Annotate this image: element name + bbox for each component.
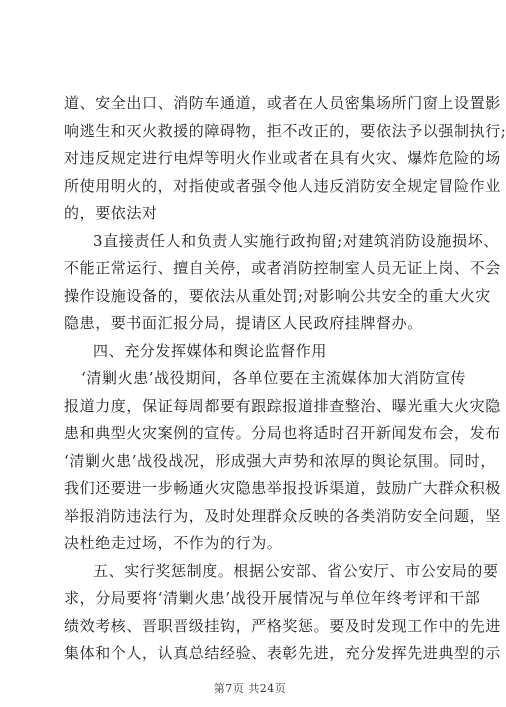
text-line: 不能正常运行、擅自关停，或者消防控制室人员无证上岗、不会	[64, 259, 501, 277]
section-heading: 四、充分发挥媒体和舆论监督作用	[93, 341, 328, 360]
text-line: 响逃生和灭火救援的障碍物，拒不改正的，要依法予以强制执行;	[64, 121, 506, 140]
text-line: 绩效考核、晋职晋级挂钩，严格奖惩。要及时发现工作中的先进	[64, 616, 501, 635]
text-line: 求，分局要将‘清剿火患’战役开展情况与单位年终考评和干部	[64, 589, 481, 607]
text-line: 3直接责任人和负责人实施行政拘留;对建筑消防设施损坏、	[93, 231, 499, 250]
text-line: 患和典型火灾案例的宣传。分局也将适时召开新闻发布会，发布	[64, 424, 501, 442]
section-heading: 五、实行奖惩制度。根据公安部、省公安厅、市公安局的要	[93, 561, 499, 580]
text-line: 决杜绝走过场，不作为的行为。	[64, 534, 283, 552]
text-line: 隐患，要书面汇报分局，提请区人民政府挂牌督办。	[64, 314, 423, 332]
text-line: 举报消防违法行为，及时处理群众反映的各类消防安全问题，坚	[64, 506, 501, 525]
text-line: ‘清剿火患’战役期间，各单位要在主流媒体加大消防宣传	[81, 369, 467, 387]
text-line: 的，要依法对	[64, 204, 158, 222]
text-line: 我们还要进一步畅通火灾隐患举报投诉渠道，鼓励广大群众积极	[64, 479, 501, 497]
text-line: 所使用明火的，对指使或者强令他人违反消防安全规定冒险作业	[64, 176, 501, 195]
text-line: 操作设施设备的，要依法从重处罚;对影响公共安全的重大火灾	[64, 286, 491, 305]
text-line: ‘清剿火患’战役战况，形成强大声势和浓厚的舆论氛围。同时，	[64, 451, 496, 470]
document-body	[64, 90, 506, 668]
text-line: 报道力度，保证每周都要有跟踪报道排查整治、曝光重大火灾隐	[64, 396, 501, 415]
text-line: 对违反规定进行电焊等明火作业或者在具有火灾、爆炸危险的场	[64, 149, 501, 167]
page-number: 第7页 共24页	[213, 682, 287, 695]
text-line: 道、安全出口、消防车通道，或者在人员密集场所门窗上设置影	[64, 94, 501, 112]
text-line: 集体和个人，认真总结经验、表彰先进，充分发挥先进典型的示	[64, 644, 501, 662]
